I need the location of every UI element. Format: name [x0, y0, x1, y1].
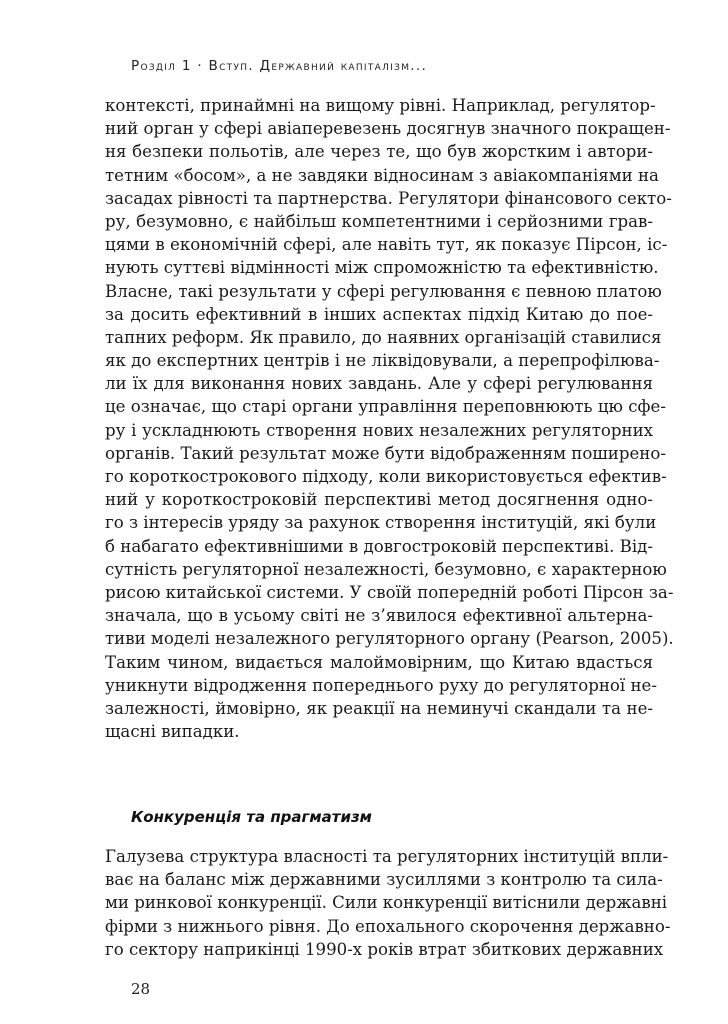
text-line: ває на баланс між державними зусиллями з контролю та сила-	[105, 870, 663, 890]
text-line: тапних реформ. Як правило, до наявних організацій ставилися	[105, 327, 662, 347]
text-line: фірми з нижнього рівня. До епохального скорочення державно-	[105, 916, 671, 936]
text-line: го сектору наприкінці 1990-х років втрат збиткових державних	[105, 939, 664, 959]
text-line: ня безпеки польотів, але через те, що був жорстким і автори-	[105, 142, 653, 162]
text-line: як до експертних центрів і не ліквідовували, а перепрофілюва-	[105, 351, 660, 371]
text-line: цями в економічній сфері, але навіть тут, як показує Пірсон, іс-	[105, 235, 668, 255]
text-line: го короткострокового підходу, коли використовується ефектив-	[105, 467, 667, 486]
text-line: органів. Такий результат може бути відображенням поширено-	[105, 443, 666, 463]
running-header: Розділ 1 · Вступ. Державний капіталізм...	[131, 58, 428, 74]
text-line: ли їх для виконання нових завдань. Але у сфері регулювання	[105, 374, 653, 394]
text-line: щасні випадки.	[105, 722, 240, 742]
text-line: ний орган у сфері авіаперевезень досягнув значного покращен-	[105, 119, 671, 139]
text-line: контексті, принаймні на вищому рівні. Наприклад, регулятор-	[105, 96, 656, 115]
text-line: ний у короткостроковій перспективі метод досягнення одно-	[105, 490, 653, 510]
text-line: уникнути відродження попереднього руху до регуляторної не-	[105, 675, 657, 695]
text-line: нують суттєві відмінності між спроможністю та ефективністю.	[105, 258, 659, 278]
text-line: сутність регуляторної незалежності, безумовно, є характерною	[105, 559, 667, 579]
text-line: за досить ефективний в інших аспектах підхід Китаю до пое-	[105, 304, 653, 324]
body-paragraph	[105, 845, 671, 961]
text-line: рисою китайської системи. У своїй попередній роботі Пірсон за-	[105, 582, 674, 602]
text-line: го з інтересів уряду за рахунок створення інституцій, які були	[105, 513, 657, 533]
section-heading: Конкуренція та прагматизм	[131, 808, 372, 826]
text-line: Галузева структура власності та регуляторних інституцій впли-	[105, 847, 669, 866]
text-line: залежності, ймовірно, як реакції на неминучі скандали та не-	[105, 698, 653, 718]
text-line: ру, безумовно, є найбільш компетентними і серйозними грав-	[105, 211, 653, 231]
text-line: Таким чином, видається малоймовірним, що Китаю вдасться	[105, 652, 653, 672]
text-line: це означає, що старі органи управління переповнюють цю сфе-	[105, 397, 666, 417]
text-line: значала, що в усьому світі не з’явилося ефективної альтерна-	[105, 606, 653, 626]
text-line: тетним «босом», а не завдяки відносинам з авіакомпаніями на	[105, 165, 659, 185]
text-line: ми ринкової конкуренції. Сили конкуренції витіснили державні	[105, 893, 668, 913]
text-line: б набагато ефективнішими в довгостроковій перспективі. Від-	[105, 536, 653, 556]
page-number: 28	[131, 980, 151, 998]
text-line: засадах рівності та партнерства. Регулятори фінансового секто-	[105, 188, 672, 208]
text-line: ру і ускладнюють створення нових незалежних регуляторних	[105, 420, 653, 440]
text-line: тиви моделі незалежного регуляторного органу (Pearson, 2005).	[105, 629, 674, 649]
text-line: Власне, такі результати у сфері регулювання є певною платою	[105, 281, 662, 301]
body-paragraph	[105, 94, 674, 743]
